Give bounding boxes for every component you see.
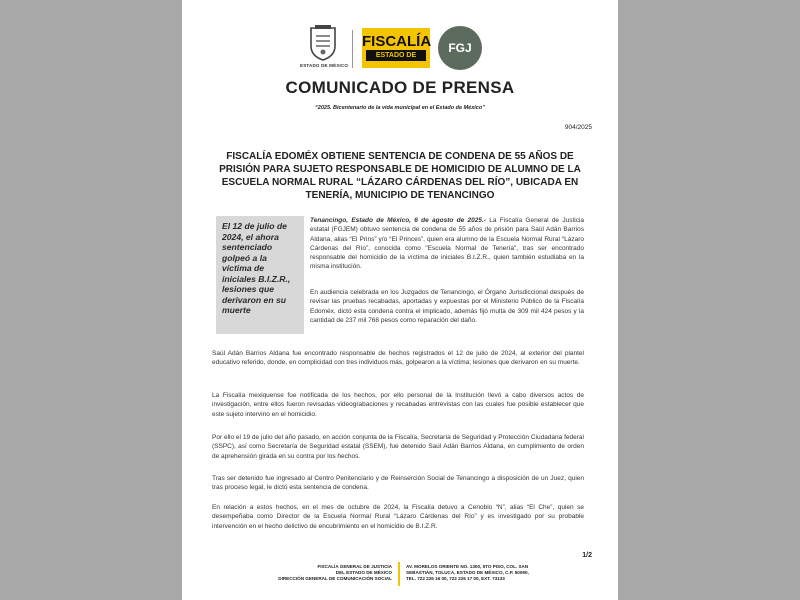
paragraph-4: La Fiscalía mexiquense fue notificada de los hechos, por ello personal de la Institución llevó a cabo diversos actos de investigación, entre ellos fueron revisadas videograbaciones y recabadas entrevistas con las cuales fue posible establecer que este sujeto intervino en el homicidio. <box>212 392 584 418</box>
paragraph-1-body: La Fiscalía General de Justicia estatal (FGJEM) obtuvo sentencia de condena de 55 años de prisión para Saúl Adán Barrios Aldana, alias “El Prins” y/o “El Princes”, quien era alumno de la Escuela Normal Rural “Lázaro Cárdenas del Río”, conocida como "Escuela Normal de Tenería", tras ser encontrado responsable del homicidio de la víctima de iniciales B.I.Z.R., quien también estudiaba en la misma institución. <box>310 217 585 271</box>
fiscalia-logo <box>362 28 430 68</box>
paragraph-1 <box>310 216 584 272</box>
highlight-text: El 12 de julio de 2024, el ahora sentenciado golpeó a la víctima de iniciales B.I.Z.R., lesiones que derivaron en su muerte <box>222 221 291 315</box>
footer-divider <box>398 562 400 586</box>
footer-address-line: AV. MORELOS ORIENTE NO. 1300, 5TO PISO, COL. SAN <box>406 564 529 569</box>
fiscalia-logo-subtitle: ESTADO DE MÉXICO <box>366 50 426 61</box>
edomex-caption: ESTADO DE MÉXICO <box>300 63 349 68</box>
footer-address-line: SEBASTIÁN, TOLUCA, ESTADO DE MÉXICO, C.P. 50090, <box>406 570 529 575</box>
fgj-logo: FGJ <box>438 26 482 70</box>
footer-institution-line: DEL ESTADO DE MÉXICO <box>335 570 392 575</box>
fiscalia-logo-word: FISCALÍA <box>362 33 432 50</box>
header-logos <box>300 24 500 72</box>
page-number: 1/2 <box>582 552 592 559</box>
paragraph-6: Tras ser detenido fue ingresado al Centro Penitenciario y de Reinserción Social de Tenancingo a disposición de un Juez, quien tras proceso legal, le dictó esta sentencia de condena. <box>212 475 584 492</box>
headline: FISCALÍA EDOMÉX OBTIENE SENTENCIA DE CONDENA DE 55 AÑOS DE PRISIÓN PARA SUJETO RESPONSABLE DE HOMICIDIO DE ALUMNO DE LA ESCUELA NORMAL RURAL “LÁZARO CÁRDENAS DEL RÍO”, UBICADA EN TENERÍA, MUNICIPIO DE TENANCINGO <box>219 151 581 201</box>
paragraph-7: En relación a estos hechos, en el mes de octubre de 2024, la Fiscalía detuvo a Cenobio “N”, alias “El Che”, quien se desempeñaba como Director de la Escuela Normal Rural “Lázaro Cárdenas del Río” y es investigado por su probable intervención en el hecho delictivo de encubrimiento en el homicidio de B.I.Z.R. <box>212 504 584 530</box>
paragraph-5: Por ello el 19 de julio del año pasado, en acción conjunta de la Fiscalía, Secretaría de Seguridad y Protección Ciudadana federal (SSPC), así como Secretaría de Seguridad estatal (SSEM), fue detenido Saúl Adán Barrios Aldana, en cumplimiento de orden de aprehensión girada en su contra por los hechos. <box>212 434 584 460</box>
footer-institution-line: FISCALÍA GENERAL DE JUSTICIA <box>317 564 392 569</box>
footer-address <box>406 564 582 582</box>
paragraph-2: En audiencia celebrada en los Juzgados de Tenancingo, el Órgano Jurisdiccional después de revisar las pruebas recabadas, aportadas y expuestas por el Ministerio Público de la Fiscalía Edoméx, dictó esta condena contra el implicado, además fijó multa de 309 mil 424 pesos y la cantidad de 237 mil 768 pesos como reparación del daño. <box>310 289 584 324</box>
edomex-shield-icon <box>307 24 339 62</box>
logo-divider <box>352 30 353 68</box>
motto: “2025. Bicentenario de la vida municipal en el Estado de México” <box>315 105 485 111</box>
footer-institution <box>242 564 392 582</box>
footer <box>242 562 582 592</box>
edomex-logo <box>300 24 349 72</box>
document-page <box>182 0 618 600</box>
footer-institution-line: DIRECCIÓN GENERAL DE COMUNICACIÓN SOCIAL <box>278 576 392 581</box>
footer-address-line: TEL. 722 226 16 00, 722 226 17 00, EXT. 73133 <box>406 576 505 581</box>
highlight-box <box>216 216 304 334</box>
dateline: Tenancingo, Estado de México, 6 de agosto de 2025.- <box>310 217 486 224</box>
document-number: 904/2025 <box>564 124 592 131</box>
paragraph-3: Saúl Adán Barrios Aldana fue encontrado responsable de hechos registrados el 12 de julio de 2024, al exterior del plantel educativo referido, donde, en complicidad con tres individuos más, golpearon a la víctima; lesiones que derivaron en su muerte. <box>212 350 584 367</box>
page-title: COMUNICADO DE PRENSA <box>285 78 515 97</box>
